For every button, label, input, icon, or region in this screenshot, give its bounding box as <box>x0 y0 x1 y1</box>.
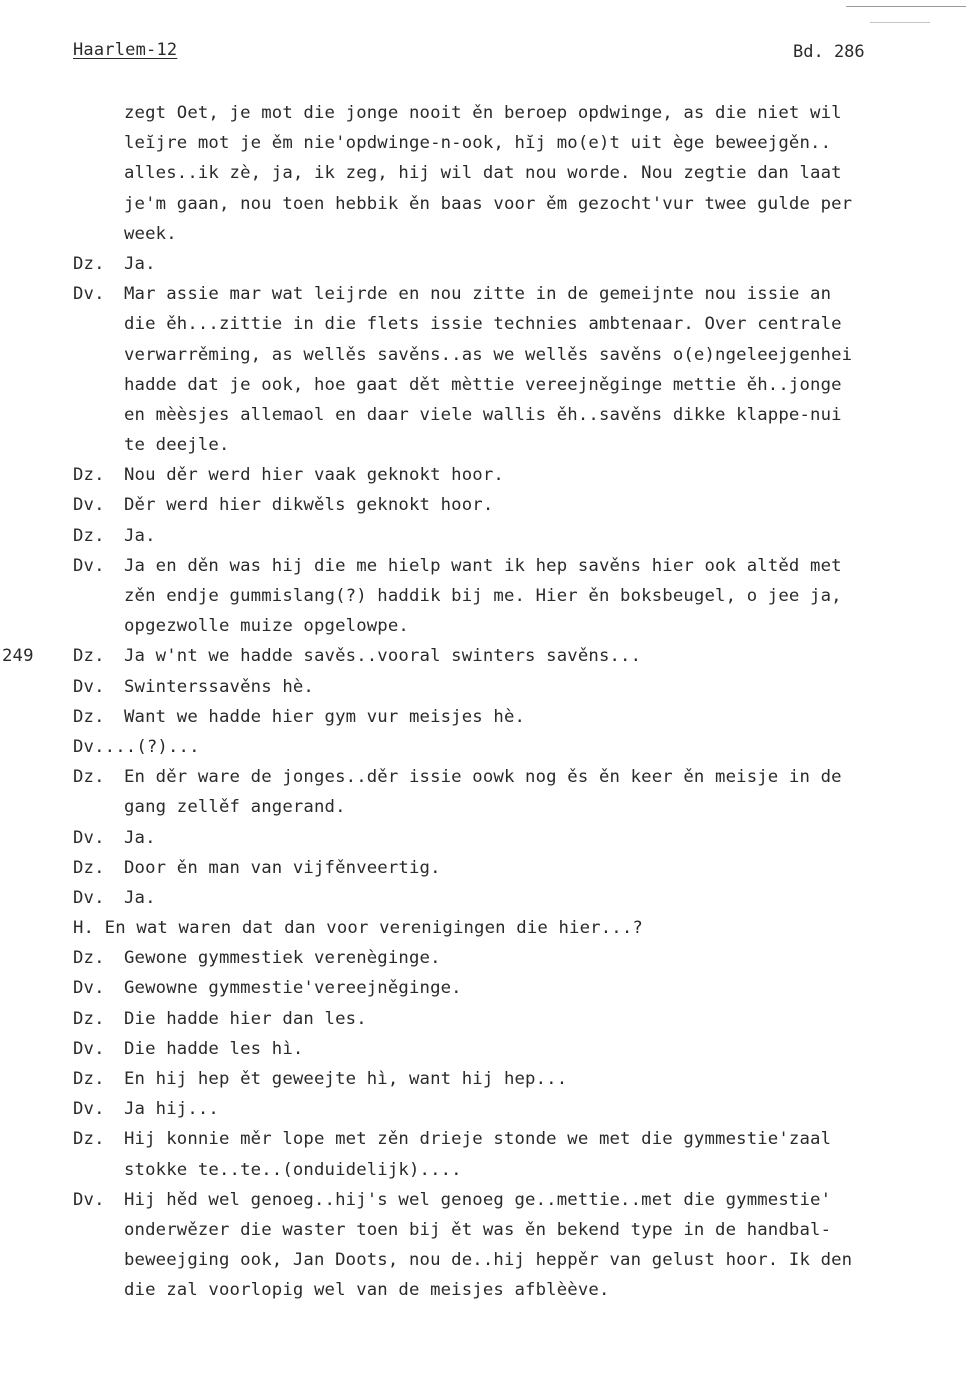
line-text: Gewowne gymmestie'vereejněginge. <box>124 978 462 999</box>
speaker-label: Dz. <box>73 767 105 788</box>
line-text: Die hadde les hì. <box>124 1038 304 1059</box>
transcript-line <box>0 702 973 732</box>
line-text: leĭjre mot je ěm nie'opdwinge-n-ook, hĭj mo(e)t uit ège beweejgěn.. <box>124 133 832 154</box>
margin-number: 249 <box>2 646 34 667</box>
header-location: Haarlem-12 <box>73 40 178 60</box>
transcript-line <box>0 762 973 792</box>
transcript-line <box>0 913 973 943</box>
line-text: stokke te..te..(onduidelijk).... <box>124 1159 462 1180</box>
transcript-line <box>0 279 973 309</box>
speaker-label: Dz. <box>73 646 105 667</box>
line-text: Ja. <box>124 253 156 274</box>
transcript-line <box>0 732 973 762</box>
line-text: week. <box>124 223 177 244</box>
transcript-line <box>0 1094 973 1124</box>
transcript-line <box>0 400 973 430</box>
line-text: zegt Oet, je mot die jonge nooit ěn beroep opdwinge, as die niet wil <box>124 103 842 123</box>
transcript-line <box>0 883 973 913</box>
speaker-label: Dz. <box>73 948 105 969</box>
transcript-line <box>0 128 973 158</box>
speaker-label: Dv. <box>73 1038 105 1059</box>
line-text: zěn endje gummislang(?) haddik bij me. Hier ěn boksbeugel, o jee ja, <box>124 586 842 606</box>
speaker-label: Dv. <box>73 555 105 576</box>
transcript-line <box>0 551 973 581</box>
line-text: Ja hij... <box>124 1099 219 1120</box>
transcript-line <box>0 1275 973 1305</box>
speaker-label: Dz. <box>73 857 105 878</box>
speaker-label: Dz. <box>73 1008 105 1029</box>
speaker-label: Dz. <box>73 253 105 274</box>
transcript-body <box>0 98 973 1306</box>
speaker-label: Dv. <box>73 1189 105 1210</box>
line-text: Mar assie mar wat leijrde en nou zitte in de gemeijnte nou issie an <box>124 284 832 305</box>
speaker-label: Dv. <box>73 1099 105 1120</box>
line-text: Děr werd hier dikwěls geknokt hoor. <box>124 495 494 516</box>
line-text: Ja. <box>124 827 156 848</box>
transcript-line <box>0 792 973 822</box>
transcript-line <box>0 1215 973 1245</box>
transcript-line <box>0 1124 973 1154</box>
line-text: je'm gaan, nou toen hebbik ěn baas voor ěm gezocht'vur twee gulde per <box>124 193 853 214</box>
transcript-line <box>0 943 973 973</box>
speaker-label: Dv. <box>73 676 105 697</box>
speaker-label: Dz. <box>73 706 105 727</box>
transcript-line <box>0 611 973 641</box>
transcript-line <box>0 823 973 853</box>
transcript-line <box>0 521 973 551</box>
transcript-line <box>0 249 973 279</box>
transcript-line <box>0 158 973 188</box>
line-text: Want we hadde hier gym vur meisjes hè. <box>124 706 526 727</box>
line-text: onderwězer die waster toen bij ět was ěn bekend type in de handbal- <box>124 1219 832 1240</box>
speaker-label: Dz. <box>73 465 105 486</box>
transcript-line <box>0 672 973 702</box>
transcript-line <box>0 1034 973 1064</box>
line-text: Gewone gymmestiek verenèginge. <box>124 948 441 969</box>
transcript-line <box>0 973 973 1003</box>
line-text: beweejging ook, Jan Doots, nou de..hij heppěr van gelust hoor. Ik den <box>124 1250 853 1271</box>
line-text: Die hadde hier dan les. <box>124 1008 367 1029</box>
line-text: Ja. <box>124 887 156 908</box>
line-text: En děr ware de jonges..děr issie oowk nog ěs ěn keer ěn meisje in de <box>124 767 842 788</box>
transcript-line <box>0 370 973 400</box>
line-text: opgezwolle muize opgelowpe. <box>124 616 409 637</box>
line-text: Dv....(?)... <box>73 736 200 757</box>
transcript-line <box>0 1004 973 1034</box>
line-text: Ja en děn was hij die me hielp want ik hep savěns hier ook altěd met <box>124 555 842 576</box>
transcript-line <box>0 219 973 249</box>
transcript-line <box>0 340 973 370</box>
speaker-label: Dv. <box>73 284 105 305</box>
line-text: Nou děr werd hier vaak geknokt hoor. <box>124 465 504 486</box>
line-text: hadde dat je ook, hoe gaat dět mèttie vereejněginge mettie ěh..jonge <box>124 374 842 395</box>
transcript-line <box>0 309 973 339</box>
line-text: Door ěn man van vijfěnveertig. <box>124 857 441 878</box>
line-text: alles..ik zè, ja, ik zeg, hij wil dat nou worde. Nou zegtie dan laat <box>124 163 842 184</box>
line-text: En hij hep ět geweejte hì, want hij hep... <box>124 1069 568 1089</box>
transcript-line <box>0 189 973 219</box>
speaker-label: Dv. <box>73 978 105 999</box>
line-text: Ja w'nt we hadde savěs..vooral swinters savěns... <box>124 646 642 667</box>
speaker-label: Dv. <box>73 887 105 908</box>
line-text: die ěh...zittie in die flets issie technies ambtenaar. Over centrale <box>124 314 842 335</box>
transcript-line <box>0 98 973 128</box>
line-text: verwarrěming, as wellěs savěns..as we wellěs savěns o(e)ngeleejgenhei <box>124 344 853 365</box>
transcript-line <box>0 641 973 671</box>
transcript-line <box>0 1155 973 1185</box>
transcript-line <box>0 490 973 520</box>
speaker-label: Dv. <box>73 495 105 516</box>
speaker-label: Dv. <box>73 827 105 848</box>
transcript-line <box>0 1185 973 1215</box>
line-text: te deejle. <box>124 435 230 456</box>
transcript-line <box>0 1064 973 1094</box>
transcript-line <box>0 460 973 490</box>
speaker-label: Dz. <box>73 1129 105 1150</box>
line-text: Swinterssavěns hè. <box>124 676 314 697</box>
line-text: gang zellěf angerand. <box>124 797 346 818</box>
transcript-line <box>0 581 973 611</box>
line-text: Hij konnie měr lope met zěn drieje stonde we met die gymmestie'zaal <box>124 1129 832 1150</box>
line-text: die zal voorlopig wel van de meisjes afblèève. <box>124 1280 610 1301</box>
line-text: Hij hěd wel genoeg..hij's wel genoeg ge..mettie..met die gymmestie' <box>124 1189 832 1210</box>
header-volume-page: Bd. 286 <box>793 42 865 62</box>
speaker-label: Dz. <box>73 525 105 546</box>
speaker-label: Dz. <box>73 1069 105 1089</box>
line-text: Ja. <box>124 525 156 546</box>
top-rule-line-faint <box>870 22 930 23</box>
line-text: H. En wat waren dat dan voor verenigingen die hier...? <box>73 918 643 939</box>
line-text: en mèèsjes allemaol en daar viele wallis ěh..savěns dikke klappe-nui <box>124 404 842 425</box>
transcript-line <box>0 1245 973 1275</box>
transcript-line <box>0 430 973 460</box>
top-rule-line <box>846 6 966 7</box>
transcript-line <box>0 853 973 883</box>
